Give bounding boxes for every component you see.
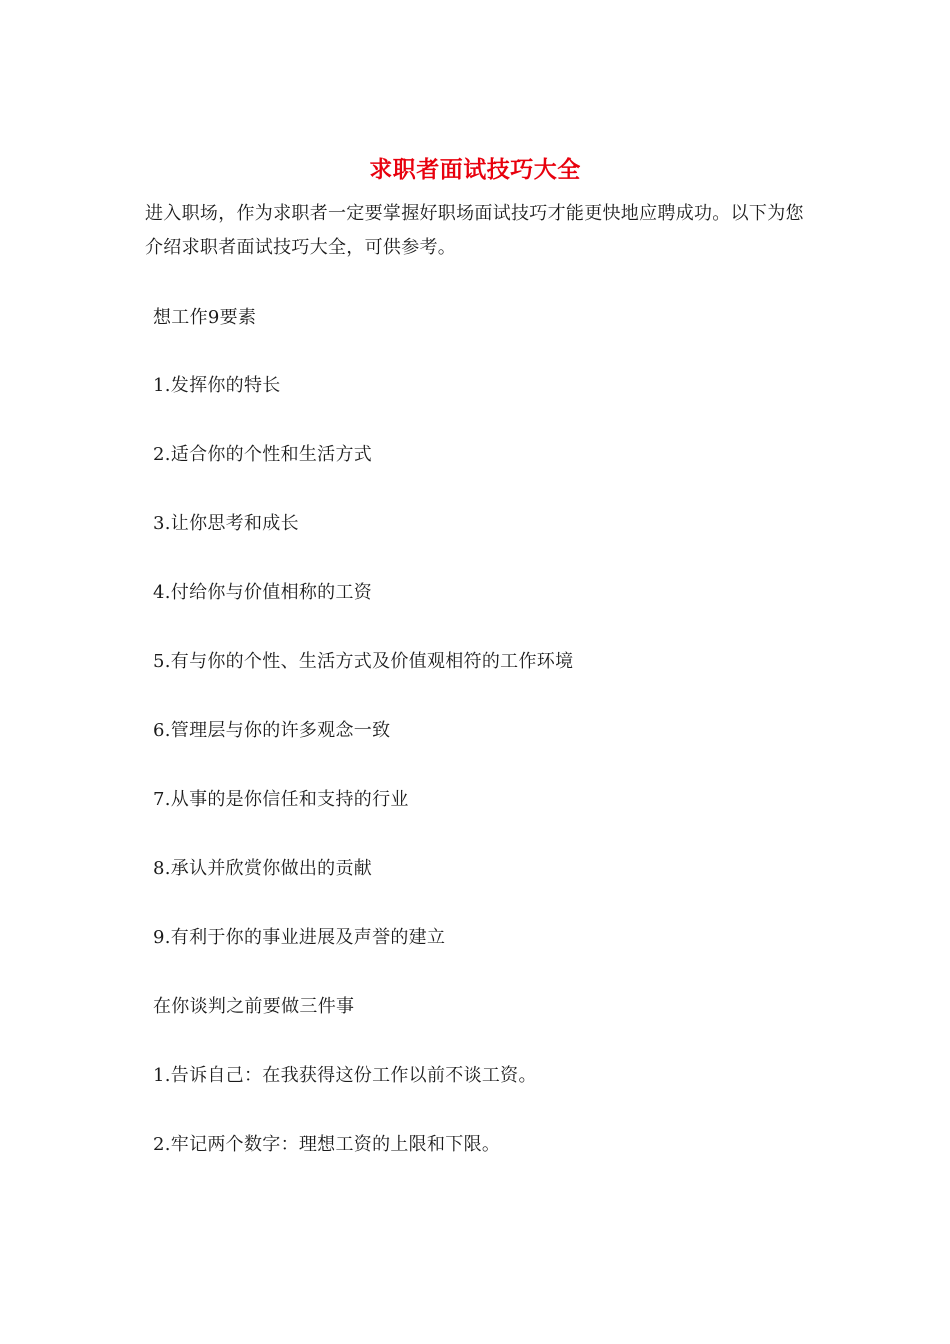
list-item: 9.有利于你的事业进展及声誉的建立 — [153, 927, 446, 948]
list-item: 2.适合你的个性和生活方式 — [153, 444, 373, 465]
list-item: 5.有与你的个性、生活方式及价值观相符的工作环境 — [153, 651, 574, 672]
document-title: 求职者面试技巧大全 — [369, 156, 581, 183]
list-item: 1.发挥你的特长 — [153, 375, 281, 396]
list-item: 8.承认并欣赏你做出的贡献 — [153, 858, 373, 879]
list-item: 2.牢记两个数字：理想工资的上限和下限。 — [153, 1134, 501, 1155]
section-heading-negotiation: 在你谈判之前要做三件事 — [153, 996, 355, 1017]
list-item: 4.付给你与价值相称的工资 — [153, 582, 373, 603]
intro-paragraph: 进入职场，作为求职者一定要掌握好职场面试技巧才能更快地应聘成功。以下为您介绍求职者面试技巧大全，可供参考。 — [145, 203, 804, 258]
section-heading-job-factors: 想工作9要素 — [153, 307, 257, 328]
list-item: 1.告诉自己：在我获得这份工作以前不谈工资。 — [153, 1065, 537, 1086]
list-item: 3.让你思考和成长 — [153, 513, 299, 534]
list-item: 6.管理层与你的许多观念一致 — [153, 720, 391, 741]
list-item: 7.从事的是你信任和支持的行业 — [153, 789, 409, 810]
